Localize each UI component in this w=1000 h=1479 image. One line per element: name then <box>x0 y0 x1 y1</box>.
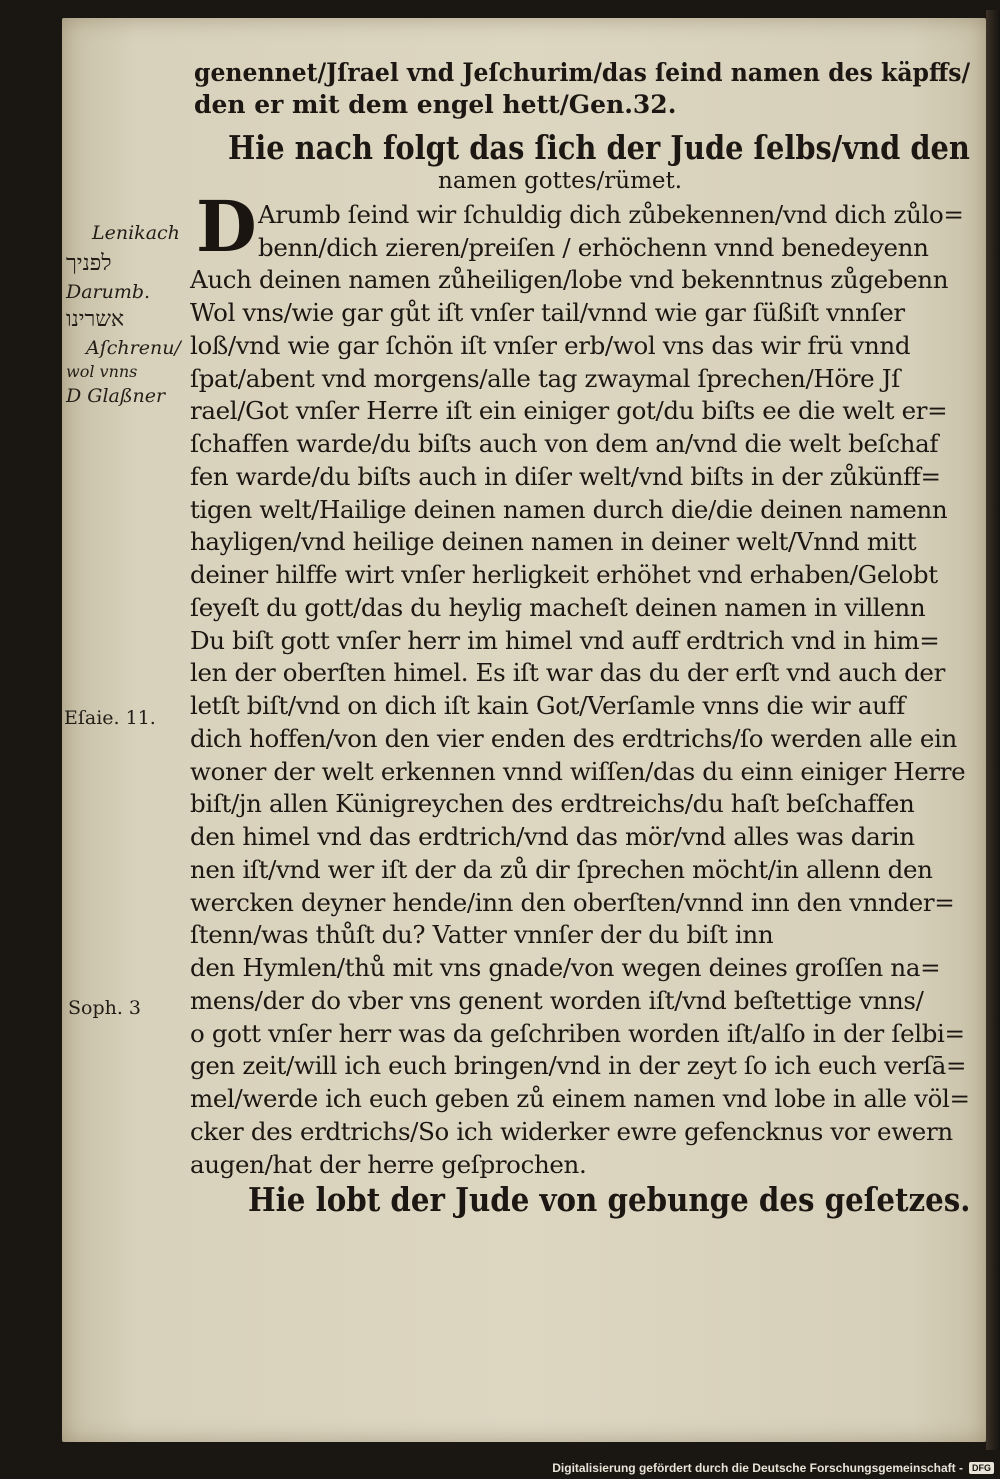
body-line: letſt biſt/vnd on dich iſt kain Got/Verſamle vnns die wir auff <box>190 691 905 720</box>
margin-note-hebrew: לפניך <box>66 251 112 276</box>
body-line: ſtenn/was thůſt du? Vatter vnnſer der du biſt inn <box>190 920 774 949</box>
body-line: nen iſt/vnd wer iſt der da zů dir ſprechen möcht/in allenn den <box>190 855 933 884</box>
header-line-2: den er mit dem engel hett/Gen.32. <box>194 90 677 119</box>
body-line: rael/Got vnſer Herre iſt ein einiger got/du biſts ee die welt er= <box>190 396 948 425</box>
body-line: ſeyeſt du gott/das du heylig macheſt deinen namen in villenn <box>190 593 926 622</box>
body-line: Wol vns/wie gar gůt iſt vnſer tail/vnnd wie gar ſüßiſt vnnſer <box>190 298 905 327</box>
body-line: den himel vnd das erdtrich/vnd das mör/vnd alles was darin <box>190 822 915 851</box>
margin-note: D Glaßner <box>66 385 166 407</box>
closing-heading: Hie lobt der Jude von gebunge des geſetzes. <box>248 1180 971 1219</box>
body-line: benn/dich zieren/preiſen / erhöchenn vnnd benedeyenn <box>258 233 929 262</box>
body-line: fen warde/du biſts auch in diſer welt/vnd biſts in der zůkünff= <box>190 462 941 491</box>
body-line: mens/der do vber vns genent worden iſt/vnd beſtettige vnns/ <box>190 986 924 1015</box>
body-line: biſt/jn allen Künigreychen des erdtreichs/du haſt beſchaffen <box>190 789 915 818</box>
body-line: wercken deyner hende/inn den oberſten/vnnd inn den vnnder= <box>190 888 955 917</box>
body-line: den Hymlen/thů mit vns gnade/von wegen deines groſſen na= <box>190 953 941 982</box>
body-line: deiner hilffe wirt vnſer herligkeit erhöhet vnd erhaben/Gelobt <box>190 560 938 589</box>
body-line: hayligen/vnd heilige deinen namen in deiner welt/Vnnd mitt <box>190 527 917 556</box>
body-line: cker des erdtrichs/So ich widerker ewre gefencknus vor ewern <box>190 1117 953 1146</box>
margin-note: Aſchrenu/ <box>86 337 181 359</box>
body-line: tigen welt/Hailige deinen namen durch die/die deinen namenn <box>190 495 948 524</box>
page-edge-shadow <box>986 10 1000 1450</box>
digitization-footer <box>552 1456 1000 1479</box>
body-line: mel/werde ich euch geben zů einem namen vnd lobe in alle völ= <box>190 1084 970 1113</box>
dfg-logo-icon: DFG <box>969 1462 994 1474</box>
header-line-1: genennet/Jſrael vnd Jeſchurim/das ſeind namen des käpffs/ <box>194 58 971 87</box>
margin-note: Darumb. <box>66 281 151 303</box>
section-heading-line-1: Hie nach folgt das ſich der Jude ſelbs/vnd den <box>228 128 970 167</box>
body-line: Arumb ſeind wir ſchuldig dich zůbekennen/vnd dich zůlo= <box>258 200 964 229</box>
footer-credit-text: Digitalisierung gefördert durch die Deutsche Forschungsgemeinschaft - <box>552 1460 963 1475</box>
body-line: ſchaffen warde/du biſts auch von dem an/vnd die welt beſchaf <box>190 429 939 458</box>
body-line: ſpat/abent vnd morgens/alle tag zwaymal ſprechen/Höre Jſ <box>190 364 900 393</box>
body-line: woner der welt erkennen vnnd wiſſen/das du einn einiger Herre <box>190 757 966 786</box>
body-line: loß/vnd wie gar ſchön iſt vnſer erb/wol vns das wir frü vnnd <box>190 331 911 360</box>
body-line: dich hoffen/von den vier enden des erdtrichs/ſo werden alle ein <box>190 724 957 753</box>
decorated-initial-letter: D <box>196 185 257 268</box>
body-line: Du biſt gott vnſer herr im himel vnd auff erdtrich vnd in him= <box>190 626 940 655</box>
section-heading-line-2: namen gottes/rümet. <box>438 168 683 194</box>
margin-note: Eſaie. 11. <box>64 707 156 729</box>
margin-note: Soph. 3 <box>68 997 142 1019</box>
body-line: Auch deinen namen zůheiligen/lobe vnd bekenntnus zůgebenn <box>190 265 949 294</box>
body-line: augen/hat der herre geſprochen. <box>190 1150 587 1179</box>
body-line: len der oberſten himel. Es iſt war das du der erſt vnd auch der <box>190 658 945 687</box>
body-line: gen zeit/will ich euch bringen/vnd in der zeyt ſo ich euch verſā= <box>190 1051 967 1080</box>
margin-note: wol vnns <box>66 362 138 381</box>
margin-note: Lenikach <box>92 222 180 244</box>
body-line: o gott vnſer herr was da geſchriben worden iſt/alſo in der ſelbi= <box>190 1019 965 1048</box>
margin-note-hebrew: אשרינו <box>66 307 125 332</box>
